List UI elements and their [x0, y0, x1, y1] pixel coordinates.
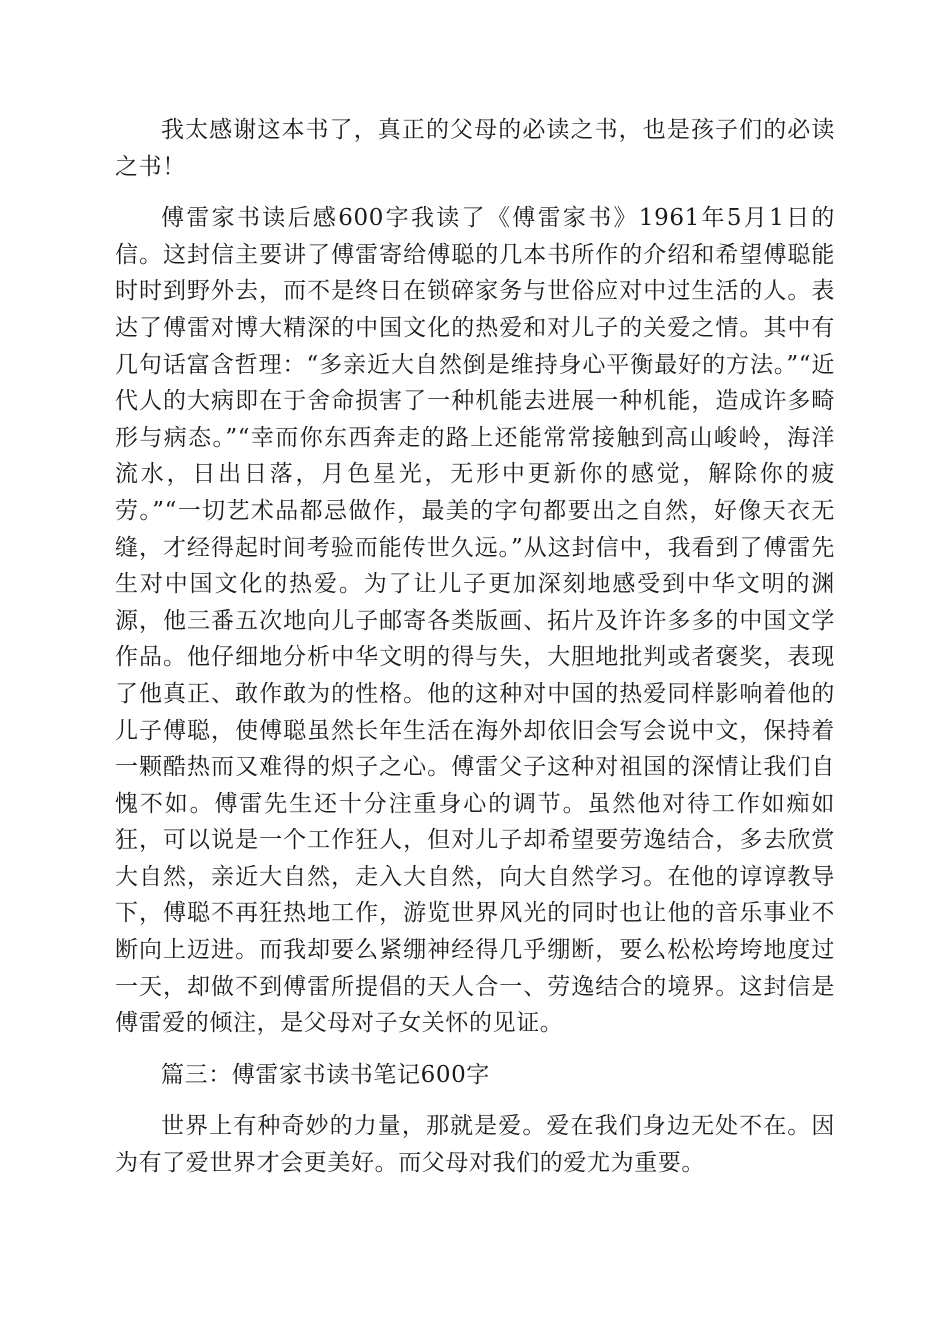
paragraph-power-of-love: 世界上有种奇妙的力量，那就是爱。爱在我们身边无处不在。因为有了爱世界才会更美好。而父母对我们的爱尤为重要。 — [115, 1113, 835, 1177]
document-body — [115, 112, 835, 1182]
paragraph-closing-thanks: 我太感谢这本书了，真正的父母的必读之书，也是孩子们的必读之书！ — [115, 117, 835, 180]
paragraph-letter-reflection: 傅雷家书读后感600字我读了《傅雷家书》1961年5月1日的信。这封信主要讲了傅雷寄给傅聪的几本书所作的介绍和希望傅聪能时时到野外去，而不是终日在锁碎家务与世俗应对中过生活的人。表达了傅雷对博大精深的中国文化的热爱和对儿子的关爱之情。其中有几句话富含哲理：“多亲近大自然倒是维持身心平衡最好的方法。”“近代人的大病即在于舍命损害了一种机能去进展一种机能，造成许多畸形与病态。”“幸而你东西奔走的路上还能常常接触到高山峻岭，海洋流水，日出日落，月色星光，无形中更新你的感觉，解除你的疲劳。”“一切艺术品都忌做作，最美的字句都要出之自然，好像天衣无缝，才经得起时间考验而能传世久远。”从这封信中，我看到了傅雷先生对中国文化的热爱。为了让儿子更加深刻地感受到中华文明的渊源，他三番五次地向儿子邮寄各类版画、拓片及许许多多的中国文学作品。他仔细地分析中华文明的得与失，大胆地批判或者褒奖，表现了他真正、敢作敢为的性格。他的这种对中国的热爱同样影响着他的儿子傅聪，使傅聪虽然长年生活在海外却依旧会写会说中文，保持着一颗酷热而又难得的炽子之心。傅雷父子这种对祖国的深情让我们自愧不如。傅雷先生还十分注重身心的调节。虽然他对待工作如痴如狂，可以说是一个工作狂人，但对儿子却希望要劳逸结合，多去欣赏大自然，亲近大自然，走入大自然，向大自然学习。在他的谆谆教导下，傅聪不再狂热地工作，游览世界风光的同时也让他的音乐事业不断向上迈进。而我却要么紧绷神经得几乎绷断，要么松松垮垮地度过一天，却做不到傅雷所提倡的天人合一、劳逸结合的境界。这封信是傅雷爱的倾注，是父母对子女关怀的见证。 — [115, 205, 835, 1037]
section-heading-part-three: 篇三：傅雷家书读书笔记600字 — [161, 1061, 490, 1088]
